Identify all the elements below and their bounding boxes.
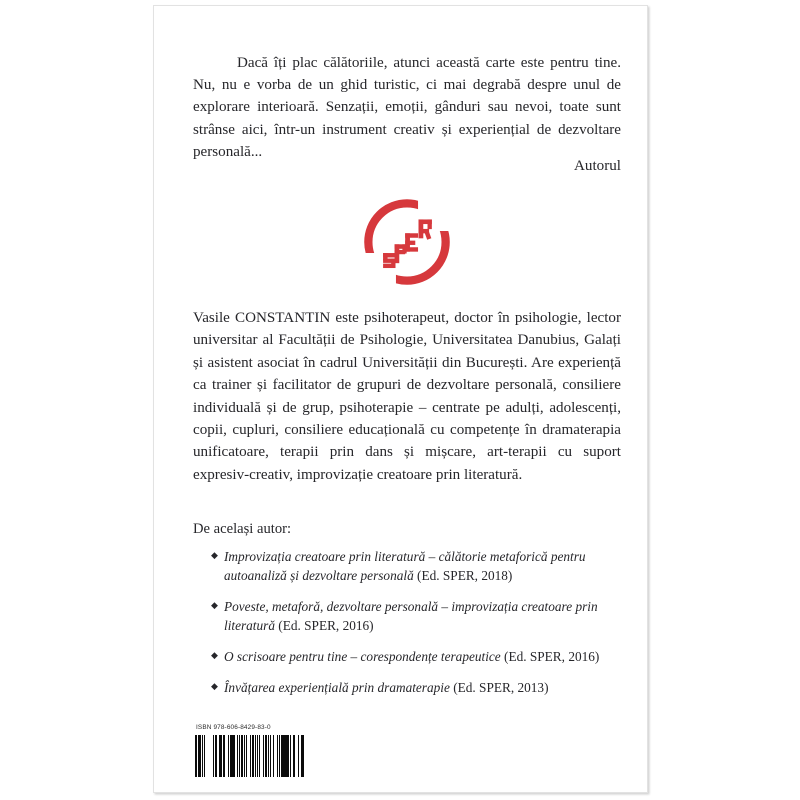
book-back-cover bbox=[153, 5, 648, 793]
book-publisher-year: (Ed. SPER, 2013) bbox=[449, 679, 549, 695]
same-author-book-list bbox=[193, 547, 621, 709]
author-bio-paragraph: Vasile CONSTANTIN este psihoterapeut, doctor în psihologie, lector universitar al Facultății de Psihologie, Universitatea Danubius, Galați și asistent asociat în cadrul Universității din București. Are experiență ca trainer și facilitator de grupuri de dezvoltare personală, consiliere individuală și de grup, psihoterapie – centrate pe adulți, adolescenți, copii, cupluri, consiliere educațională cu competențe în dramaterapia unificatoare, terapii prin dans și mișcare, art-terapii cu suport expresiv-creativ, improvizație creatoare prin literatură. bbox=[193, 310, 621, 483]
book-title: Improvizația creatoare prin literatură – călătorie metaforică pentru autoanaliză și dezvoltare personală bbox=[224, 549, 586, 584]
same-author-label: De același autor: bbox=[193, 521, 292, 537]
diamond-bullet-icon: ◆ bbox=[211, 600, 218, 611]
blurb-signature: Autorul bbox=[574, 158, 621, 174]
isbn-text: ISBN 978-606-8429-83-0 bbox=[196, 724, 271, 731]
book-list-item bbox=[193, 678, 621, 697]
book-publisher-year: (Ed. SPER, 2016) bbox=[274, 618, 374, 634]
book-publisher-year: (Ed. SPER, 2018) bbox=[413, 568, 513, 584]
book-publisher-year: (Ed. SPER, 2016) bbox=[500, 649, 600, 665]
diamond-bullet-icon: ◆ bbox=[211, 550, 218, 560]
book-list-item bbox=[193, 597, 621, 636]
book-title: O scrisoare pentru tine – corespondențe terapeutice bbox=[224, 649, 501, 665]
book-title: Poveste, metaforă, dezvoltare personală – improvizația creatoare prin literatură bbox=[224, 599, 598, 634]
cover-content-column bbox=[193, 6, 621, 792]
blurb-paragraph: Dacă îți plac călătoriile, atunci această carte este pentru tine. Nu, nu e vorba de un ghid turistic, ci mai degrabă despre unul de explorare interioară. Senzații, emoții, gânduri sau nevoi, toate sunt strânse aici, într-un instrument creativ și experiențial de dezvoltare personală... bbox=[193, 55, 621, 160]
diamond-bullet-icon: ◆ bbox=[211, 650, 218, 661]
book-title: Învățarea experiențială prin dramaterapie bbox=[224, 679, 450, 695]
sper-logo-icon bbox=[361, 196, 453, 288]
diamond-bullet-icon: ◆ bbox=[211, 680, 218, 691]
barcode-bar bbox=[304, 735, 305, 777]
book-list-item bbox=[193, 547, 621, 586]
publisher-logo-block bbox=[193, 196, 621, 288]
isbn-barcode bbox=[195, 735, 305, 777]
book-list-item bbox=[193, 647, 621, 666]
